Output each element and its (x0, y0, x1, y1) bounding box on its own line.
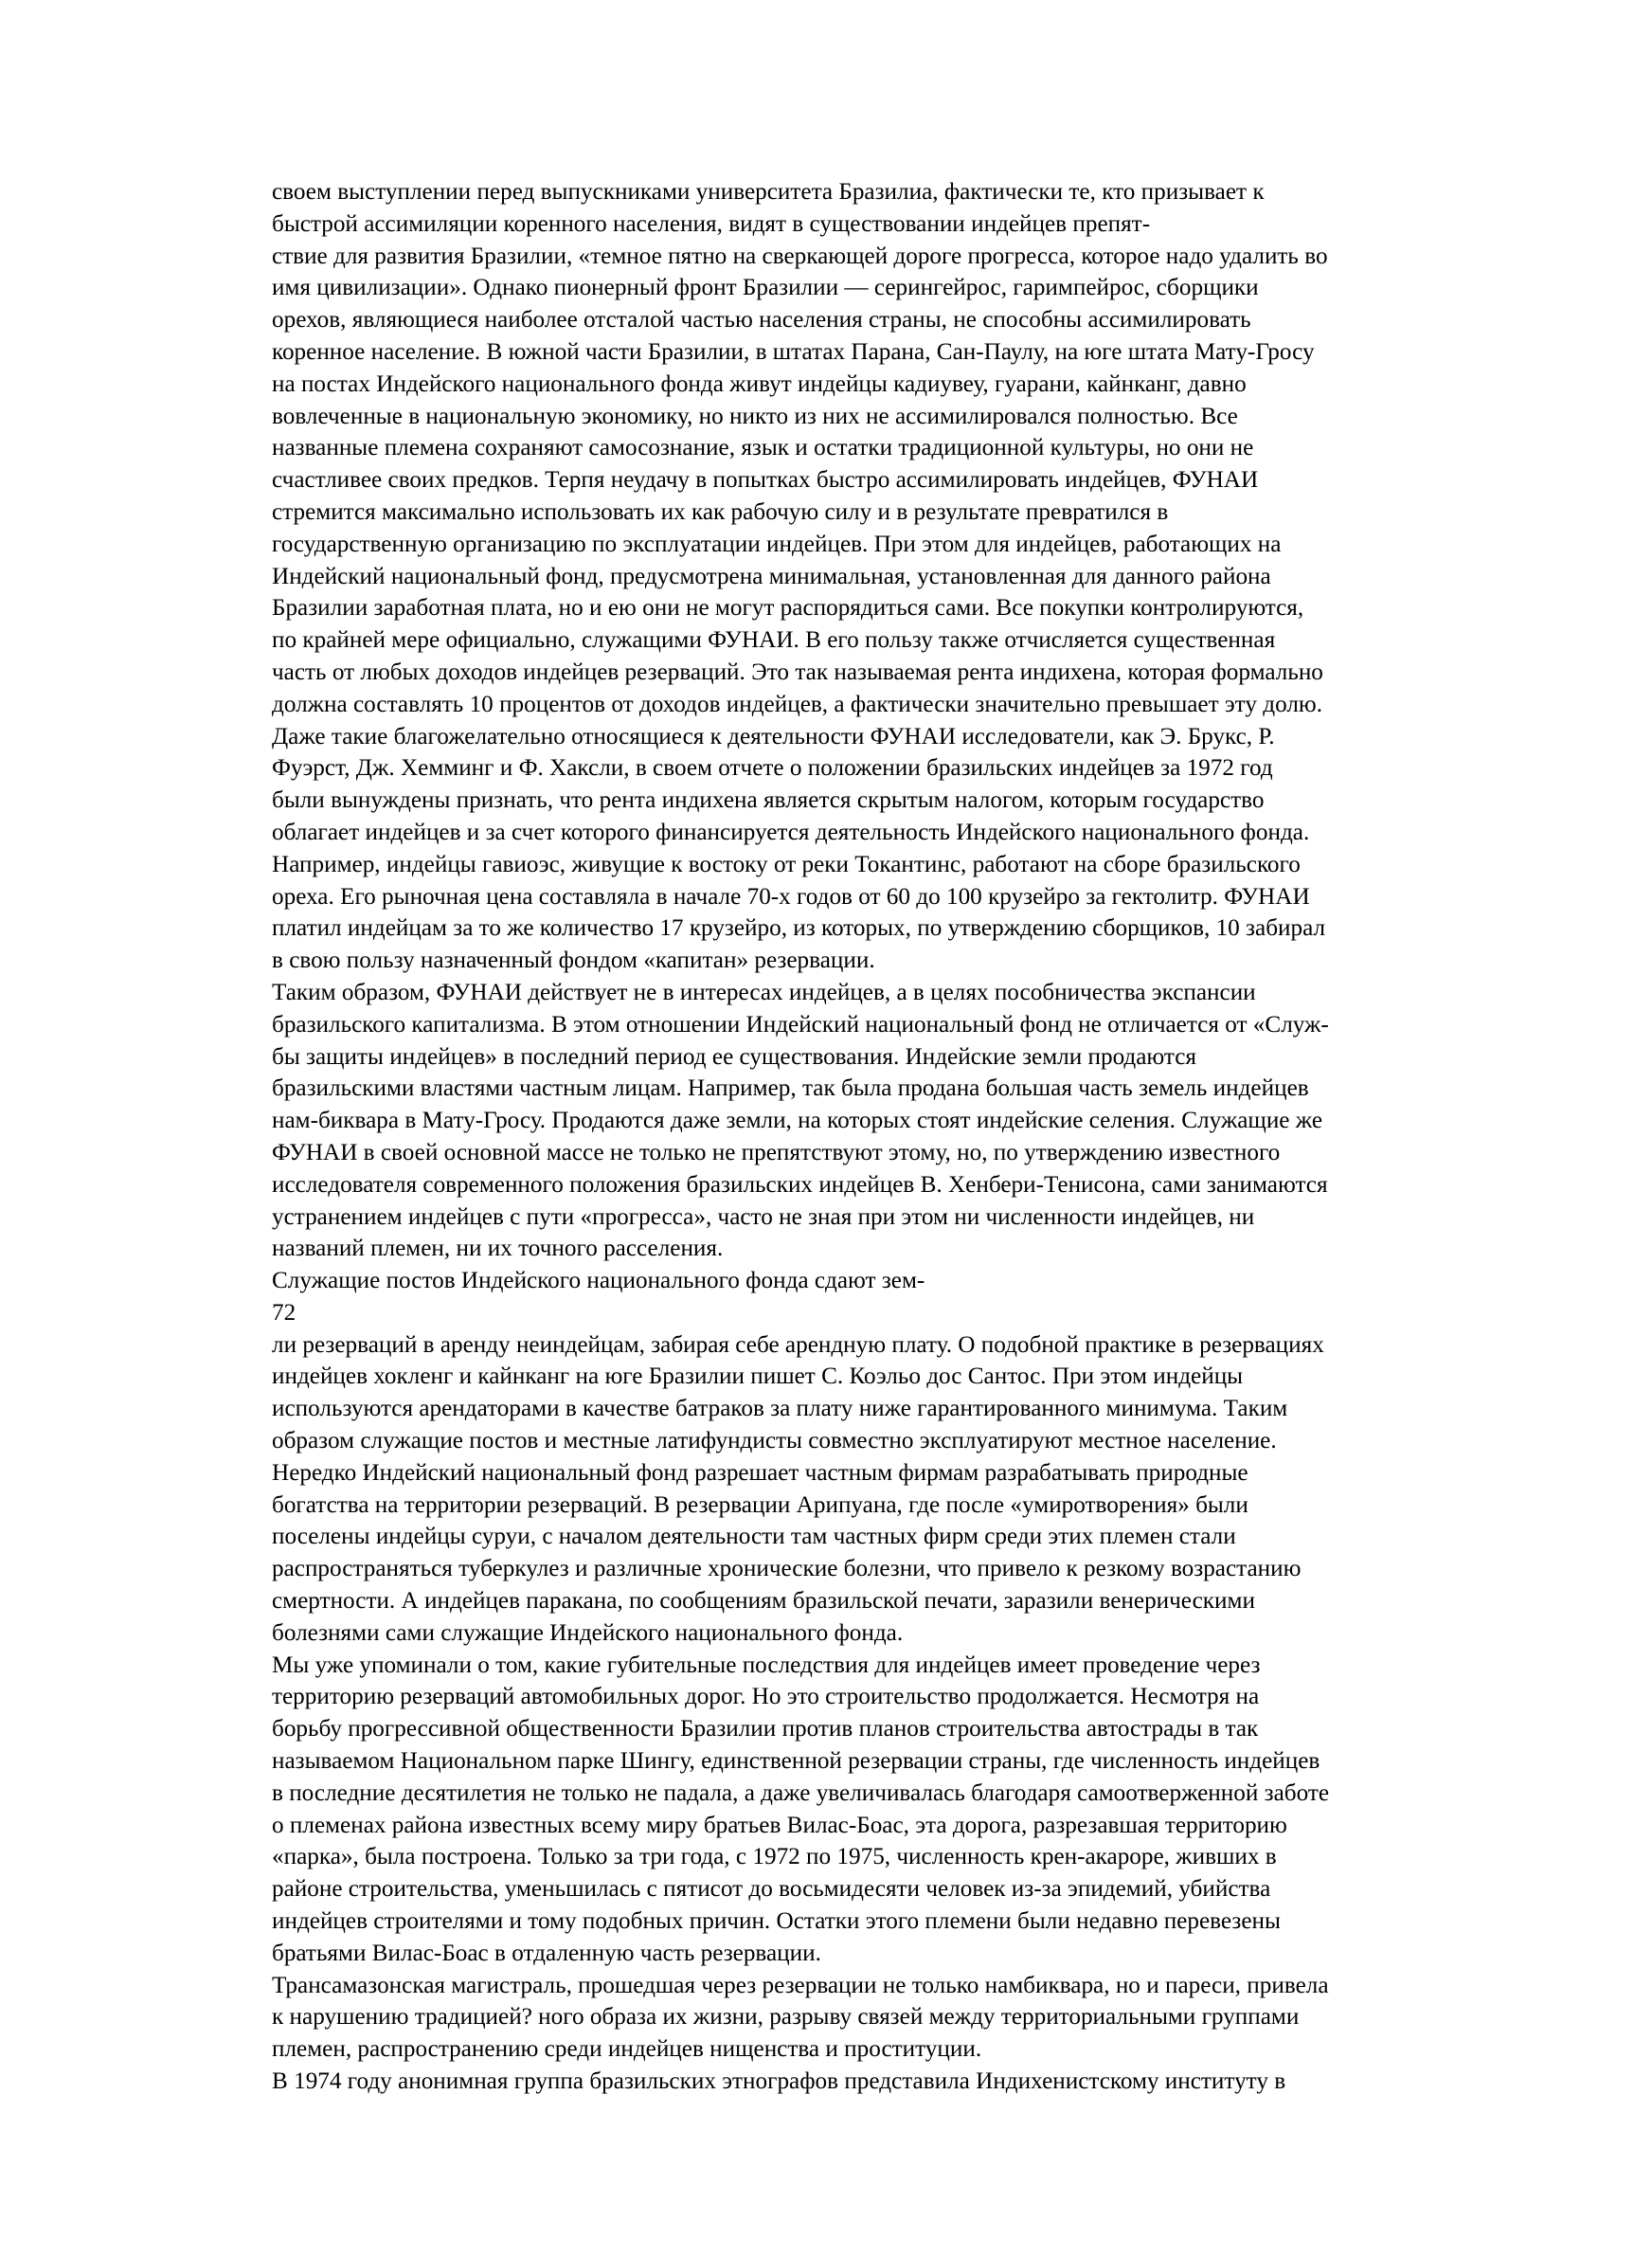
text-line: богатства на территории резерваций. В резервации Арипуана, где после «умиротворения» были (272, 1491, 1248, 1518)
text-line: бразильского капитализма. В этом отношении Индейский национальный фонд не отличается от «Служ- (272, 1011, 1329, 1038)
text-line: счастливее своих предков. Терпя неудачу в попытках быстро ассимилировать индейцев, ФУНАИ (272, 467, 1259, 494)
text-line: образом служащие постов и местные латифундисты совместно эксплуатируют местное население. (272, 1428, 1277, 1454)
text-line: братьями Вилас-Боас в отдаленную часть резервации. (272, 1940, 821, 1966)
text-line: бы защиты индейцев» в последний период ее существования. Индейские земли продаются (272, 1043, 1196, 1070)
text-line: племен, распространению среди индейцев нищенства и проституции. (272, 2036, 982, 2063)
text-line: исследователя современного положения бразильских индейцев В. Хенбери-Тенисона, сами занимаются (272, 1171, 1328, 1198)
text-line: названные племена сохраняют самосознание, язык и остатки традиционной культуры, но они не (272, 435, 1254, 461)
text-line: борьбу прогрессивной общественности Бразилии против планов строительства автострады в так (272, 1716, 1259, 1742)
text-line: названий племен, ни их точного расселения. (272, 1236, 724, 1262)
text-line: ствие для развития Бразилии, «темное пятно на сверкающей дороге прогресса, которое надо удалить во (272, 243, 1328, 269)
text-line: своем выступлении перед выпускниками университета Бразилиа, фактически те, кто призывает к (272, 179, 1265, 205)
text-line: Даже такие благожелательно относящиеся к деятельности ФУНАИ исследователи, как Э. Брукс, Р. (272, 723, 1275, 749)
text-line: бразильскими властями частным лицам. Например, так была продана большая часть земель индейцев (272, 1075, 1309, 1102)
text-line: Например, индейцы гавиоэс, живущие к востоку от реки Токантинс, работают на сборе бразильского (272, 851, 1301, 877)
text-line: по крайней мере официально, служащими ФУНАИ. В его пользу также отчисляется существенная (272, 627, 1276, 654)
text-line: ли резерваций в аренду неиндейцам, забирая себе арендную плату. О подобной практике в резервациях (272, 1331, 1324, 1358)
text-line: стремится максимально использовать их как рабочую силу и в результате превратился в (272, 498, 1169, 525)
text-line: имя цивилизации». Однако пионерный фронт Бразилии — серингейрос, гаримпейрос, сборщики (272, 275, 1259, 301)
text-line: Фуэрст, Дж. Хемминг и Ф. Хаксли, в своем отчете о положении бразильских индейцев за 1972 год (272, 755, 1273, 782)
text-line: Индейский национальный фонд, предусмотрена минимальная, установленная для данного района (272, 563, 1271, 589)
text-line: Мы уже упоминали о том, какие губительные последствия для индейцев имеет проведение через (272, 1652, 1261, 1678)
text-line: должна составлять 10 процентов от доходов индейцев, а фактически значительно превышает эту долю. (272, 691, 1323, 717)
text-line: «парка», была построена. Только за три года, с 1972 по 1975, численность крен-акароре, живших в (272, 1844, 1277, 1870)
text-line: платил индейцам за то же количество 17 крузейро, из которых, по утверждению сборщиков, 10 забирал (272, 915, 1326, 942)
text-line: на постах Индейского национального фонда живут индейцы кадиувеу, гуарани, кайнканг, давно (272, 370, 1247, 397)
text-line: Таким образом, ФУНАИ действует не в интересах индейцев, а в целях пособничества экспансии (272, 979, 1256, 1005)
document-page (272, 176, 1508, 2098)
text-line: индейцев хокленг и кайнканг на юге Бразилии пишет С. Коэльо дос Сантос. При этом индейцы (272, 1363, 1244, 1390)
text-line: устранением индейцев с пути «прогресса», часто не зная при этом ни численности индейцев, ни (272, 1203, 1255, 1230)
text-line: в последние десятилетия не только не падала, а даже увеличивалась благодаря самоотверженной заботе (272, 1779, 1330, 1806)
text-line: в свою пользу назначенный фондом «капитан» резервации. (272, 948, 875, 974)
text-line: орехов, являющиеся наиболее отсталой частью населения страны, не способны ассимилировать (272, 307, 1251, 334)
text-line: распространяться туберкулез и различные хронические болезни, что привело к резкому возрастанию (272, 1556, 1302, 1582)
text-line: Бразилии заработная плата, но и ею они не могут распорядиться сами. Все покупки контролируются, (272, 595, 1304, 622)
text-line: быстрой ассимиляции коренного населения, видят в существовании индейцев препят- (272, 210, 1151, 237)
text-line: вовлеченные в национальную экономику, но никто из них не ассимилировался полностью. Все (272, 403, 1238, 429)
text-line: к нарушению традицией? ного образа их жизни, разрыву связей между территориальными группами (272, 2004, 1300, 2031)
page-number: 72 (272, 1299, 296, 1326)
text-line: используются арендаторами в качестве батраков за плату ниже гарантированного минимума. Таким (272, 1396, 1288, 1422)
text-line: районе строительства, уменьшилась с пятисот до восьмидесяти человек из-за эпидемий, убийства (272, 1876, 1271, 1903)
text-line: поселены индейцы суруи, с началом деятельности там частных фирм среди этих племен стали (272, 1524, 1236, 1550)
text-line: называемом Национальном парке Шингу, единственной резервации страны, где численность индейцев (272, 1748, 1320, 1775)
text-line: коренное население. В южной части Бразилии, в штатах Парана, Сан-Паулу, на юге штата Мату-Гросу (272, 338, 1315, 365)
text-line: облагает индейцев и за счет которого финансируется деятельность Индейского национального фонда. (272, 819, 1310, 845)
text-line: ФУНАИ в своей основной массе не только не препятствуют этому, но, по утверждению известного (272, 1139, 1281, 1165)
text-line: смертности. А индейцев паракана, по сообщениям бразильской печати, заразили венерическими (272, 1588, 1255, 1615)
text-line: нам-биквара в Мату-Гросу. Продаются даже земли, на которых стоят индейские селения. Служащие же (272, 1108, 1323, 1134)
text-line: часть от любых доходов индейцев резерваций. Это так называемая рента индихена, которая формально (272, 659, 1323, 685)
text-line: государственную организацию по эксплуатации индейцев. При этом для индейцев, работающих на (272, 531, 1282, 557)
text-line: ореха. Его рыночная цена составляла в начале 70-х годов от 60 до 100 крузейро за гектолитр. ФУНАИ (272, 883, 1310, 910)
text-line: территорию резерваций автомобильных дорог. Но это строительство продолжается. Несмотря на (272, 1684, 1260, 1710)
text-line: индейцев строителями и тому подобных причин. Остатки этого племени были недавно перевезены (272, 1908, 1281, 1935)
text-line: Нередко Индейский национальный фонд разрешает частным фирмам разрабатывать природные (272, 1459, 1248, 1486)
text-line: о племенах района известных всему миру братьев Вилас-Боас, эта дорога, разрезавшая территорию (272, 1812, 1287, 1838)
text-line: В 1974 году анонимная группа бразильских этнографов представила Индихенистскому институту в (272, 2068, 1286, 2095)
text-line: были вынуждены признать, что рента индихена является скрытым налогом, которым государство (272, 787, 1265, 814)
text-line: Служащие постов Индейского национального фонда сдают зем- (272, 1268, 925, 1294)
text-line: Трансамазонская магистраль, прошедшая через резервации не только намбиквара, но и пареси, привела (272, 1972, 1329, 1998)
text-line: болезнями сами служащие Индейского национального фонда. (272, 1619, 904, 1646)
